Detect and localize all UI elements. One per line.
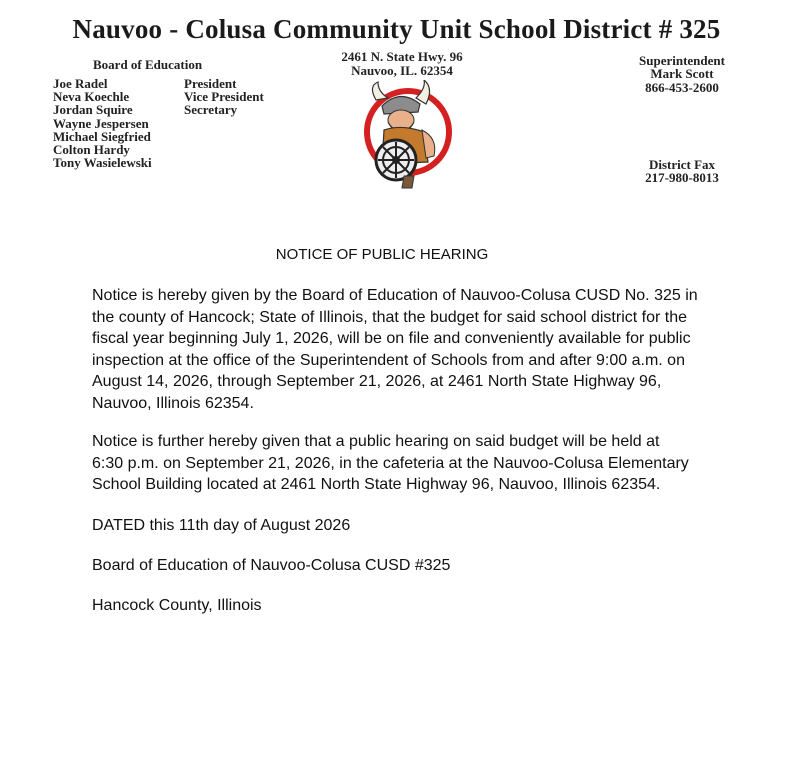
fax-number: 217-980-8013: [645, 170, 719, 186]
paragraph-line: 6:30 p.m. on September 21, 2026, in the cafeteria at the Nauvoo-Colusa Elementary: [92, 454, 689, 472]
board-member-name: Tony Wasielewski: [53, 155, 152, 171]
paragraph-line: August 14, 2026, through September 21, 2026, at 2461 North State Highway 96,: [92, 373, 662, 390]
paragraph-line: Notice is hereby given by the Board of Education of Nauvoo-Colusa CUSD No. 325 in: [92, 287, 698, 304]
fax-label: District Fax: [648, 157, 716, 172]
board-heading: Board of Education: [93, 57, 203, 72]
board-member-role: Vice President: [184, 89, 264, 105]
paragraph-line: Notice is further hereby given that a public hearing on said budget will be held at: [92, 433, 660, 450]
notice-heading: NOTICE OF PUBLIC HEARING: [275, 246, 489, 263]
fax-block: [622, 158, 742, 185]
district-title: Nauvoo - Colusa Community Unit School District # 325: [72, 14, 721, 44]
board-member-names: [53, 77, 152, 169]
address-city: Nauvoo, IL. 62354: [351, 62, 453, 78]
paragraph-line: fiscal year beginning July 1, 2026, will be on file and conveniently available for public: [92, 330, 691, 347]
board-member-name: Jordan Squire: [53, 102, 133, 118]
board-member-role: Secretary: [184, 102, 238, 118]
board-member-name: Michael Siegfried: [53, 128, 151, 144]
superintendent-block: [622, 54, 742, 94]
viking-mascot-icon: [354, 80, 454, 190]
notice-paragraph-budget: [92, 285, 717, 414]
paragraph-line: Nauvoo, Illinois 62354.: [92, 394, 254, 412]
board-member-name: Neva Koechle: [53, 89, 130, 105]
board-member-name: Wayne Jespersen: [53, 115, 149, 131]
signatory-line: Board of Education of Nauvoo-Colusa CUSD #325: [92, 557, 451, 574]
address-street: 2461 N. State Hwy. 96: [341, 49, 463, 64]
paragraph-line: inspection at the office of the Superintendent of Schools from and after 9:00 a.m. on: [92, 351, 685, 369]
dated-line: DATED this 11th day of August 2026: [92, 517, 351, 534]
board-member-roles: [184, 77, 264, 117]
board-member-role: President: [184, 76, 237, 91]
notice-paragraph-hearing: [92, 431, 717, 496]
superintendent-label: Superintendent: [639, 53, 725, 68]
paragraph-line: the county of Hancock; State of Illinois, that the budget for said school district for the: [92, 308, 687, 326]
board-member-name: Joe Radel: [53, 76, 108, 91]
district-address: [300, 50, 504, 77]
board-member-name: Colton Hardy: [53, 142, 130, 158]
county-line: Hancock County, Illinois: [92, 597, 262, 614]
superintendent-phone: 866-453-2600: [645, 79, 719, 95]
paragraph-line: School Building located at 2461 North State Highway 96, Nauvoo, Illinois 62354.: [92, 476, 661, 493]
superintendent-name: Mark Scott: [650, 66, 714, 82]
